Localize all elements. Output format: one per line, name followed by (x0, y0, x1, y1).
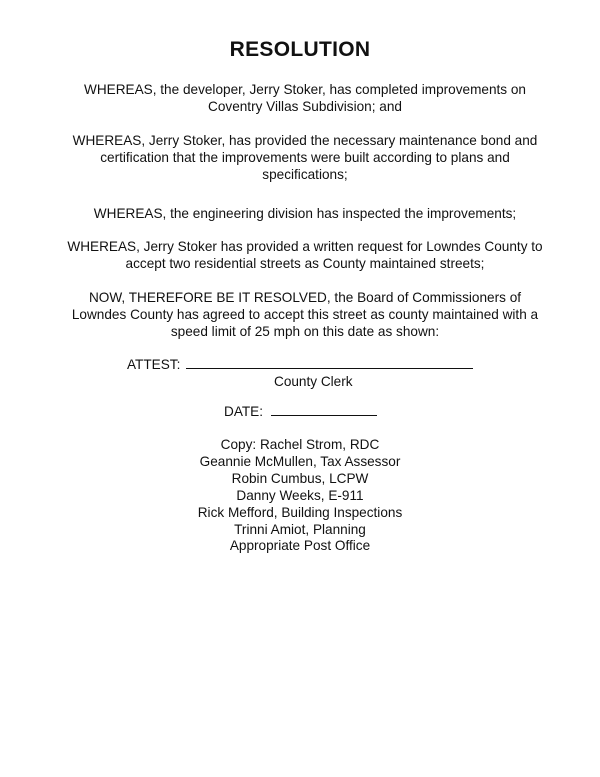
copy-recipient: Robin Cumbus, LCPW (231, 470, 369, 486)
attest-signature-line (186, 356, 473, 369)
copy-recipient: Copy: Rachel Strom, RDC (220, 437, 380, 452)
document-title: RESOLUTION (229, 38, 371, 61)
date-label: DATE: (224, 404, 264, 419)
whereas-inspection-paragraph: WHEREAS, the engineering division has inspected the improvements; (93, 206, 517, 221)
copy-recipient: Trinni Amiot, Planning (234, 521, 366, 537)
copy-recipient: Danny Weeks, E-911 (236, 487, 364, 503)
resolved-paragraph: NOW, THEREFORE BE IT RESOLVED, the Board of Commissioners of Lowndes County has agreed to accept this street as county maintained with a speed limit of 25 mph on this date as shown: (71, 290, 539, 339)
whereas-developer-paragraph: WHEREAS, the developer, Jerry Stoker, has completed improvements on Coventry Villas Subdivision; and (84, 82, 526, 114)
copy-distribution-list (150, 437, 450, 555)
copy-recipient: Rick Mefford, Building Inspections (197, 504, 403, 520)
date-blank-line (271, 403, 377, 416)
copy-recipient: Appropriate Post Office (229, 538, 371, 554)
whereas-request-paragraph: WHEREAS, Jerry Stoker has provided a written request for Lowndes County to accept two residential streets as County maintained streets; (67, 239, 543, 271)
attest-label: ATTEST: (127, 357, 181, 372)
attest-signature-row (127, 356, 487, 373)
whereas-bond-paragraph: WHEREAS, Jerry Stoker, has provided the necessary maintenance bond and certification that the improvements were built according to plans and specifications; (72, 133, 538, 182)
copy-recipient: Geannie McMullen, Tax Assessor (199, 453, 401, 469)
county-clerk-label: County Clerk (274, 374, 353, 389)
date-row (224, 403, 377, 420)
